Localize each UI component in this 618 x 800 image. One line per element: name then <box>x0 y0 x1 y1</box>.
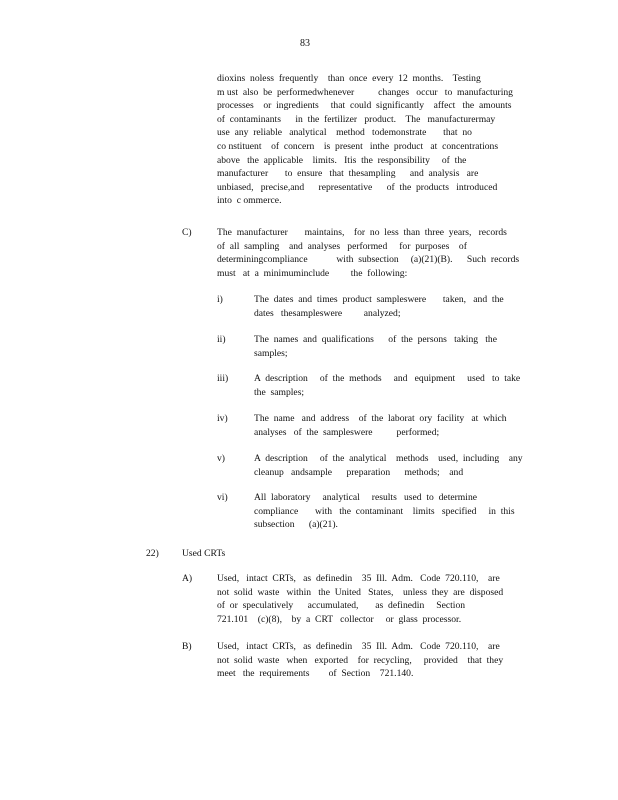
item-a-text: Used, intact CRTs, as definedin 35 Ill. Adm. Code 720.110, are not solid waste within the United States, unless they are disposed of or speculatively accumulated, as definedin Section 721.101 (c)(8), by a CRT collector or glass processor. <box>217 573 504 625</box>
subitem-vi-marker: vi) <box>217 492 228 503</box>
subitem-vi-text: All laboratory analytical results used to determine compliance with the contaminant limits specified in this subsection (a)(21). <box>254 492 515 531</box>
subitem-v-text: A description of the analytical methods used, including any cleanup andsample preparation methods; and <box>254 453 523 478</box>
subitem-v-marker: v) <box>217 453 225 464</box>
section-22-title: Used CRTs <box>182 548 226 559</box>
item-b-marker: B) <box>182 641 192 652</box>
subitem-iii-text: A description of the methods and equipment used to take the samples; <box>254 373 521 398</box>
item-c-text: The manufacturer maintains, for no less than three years, records of all sampling and analyses performed for purposes of determiningcompliance with subsection (a)(21)(B). Such records must at a minimuminclude the following: <box>217 227 520 279</box>
intro-paragraph: dioxins noless frequently than once every 12 months. Testing m ust also be performedwhenever changes occur to manufacturing processes or ingredients that could significantly affect the amounts of contaminants in the fertilizer product. The manufacturermay use any reliable analytical method todemonstrate that no co nstituent of concern is present inthe product at concentrations above the applicable limits. Itis the responsibility of the manufacturer to ensure that thesampling and analysis are unbiased, precise,and representative of the products introduced into c ommerce. <box>217 73 513 207</box>
subitem-i-marker: i) <box>217 294 223 305</box>
section-22-marker: 22) <box>146 548 159 559</box>
item-b-text: Used, intact CRTs, as definedin 35 Ill. Adm. Code 720.110, are not solid waste when exported for recycling, provided that they meet the requirements of Section 721.140. <box>217 641 504 680</box>
subitem-iv-marker: iv) <box>217 413 228 424</box>
item-c-marker: C) <box>182 227 192 238</box>
subitem-iii-marker: iii) <box>217 373 229 384</box>
subitem-iv-text: The name and address of the laborat ory facility at which analyses of the sampleswere performed; <box>254 413 507 438</box>
page-number: 83 <box>300 38 310 49</box>
item-a-marker: A) <box>182 573 193 584</box>
subitem-ii-text: The names and qualifications of the persons taking the samples; <box>254 334 497 359</box>
subitem-i-text: The dates and times product sampleswere taken, and the dates thesampleswere analyzed; <box>254 294 504 319</box>
subitem-ii-marker: ii) <box>217 334 226 345</box>
